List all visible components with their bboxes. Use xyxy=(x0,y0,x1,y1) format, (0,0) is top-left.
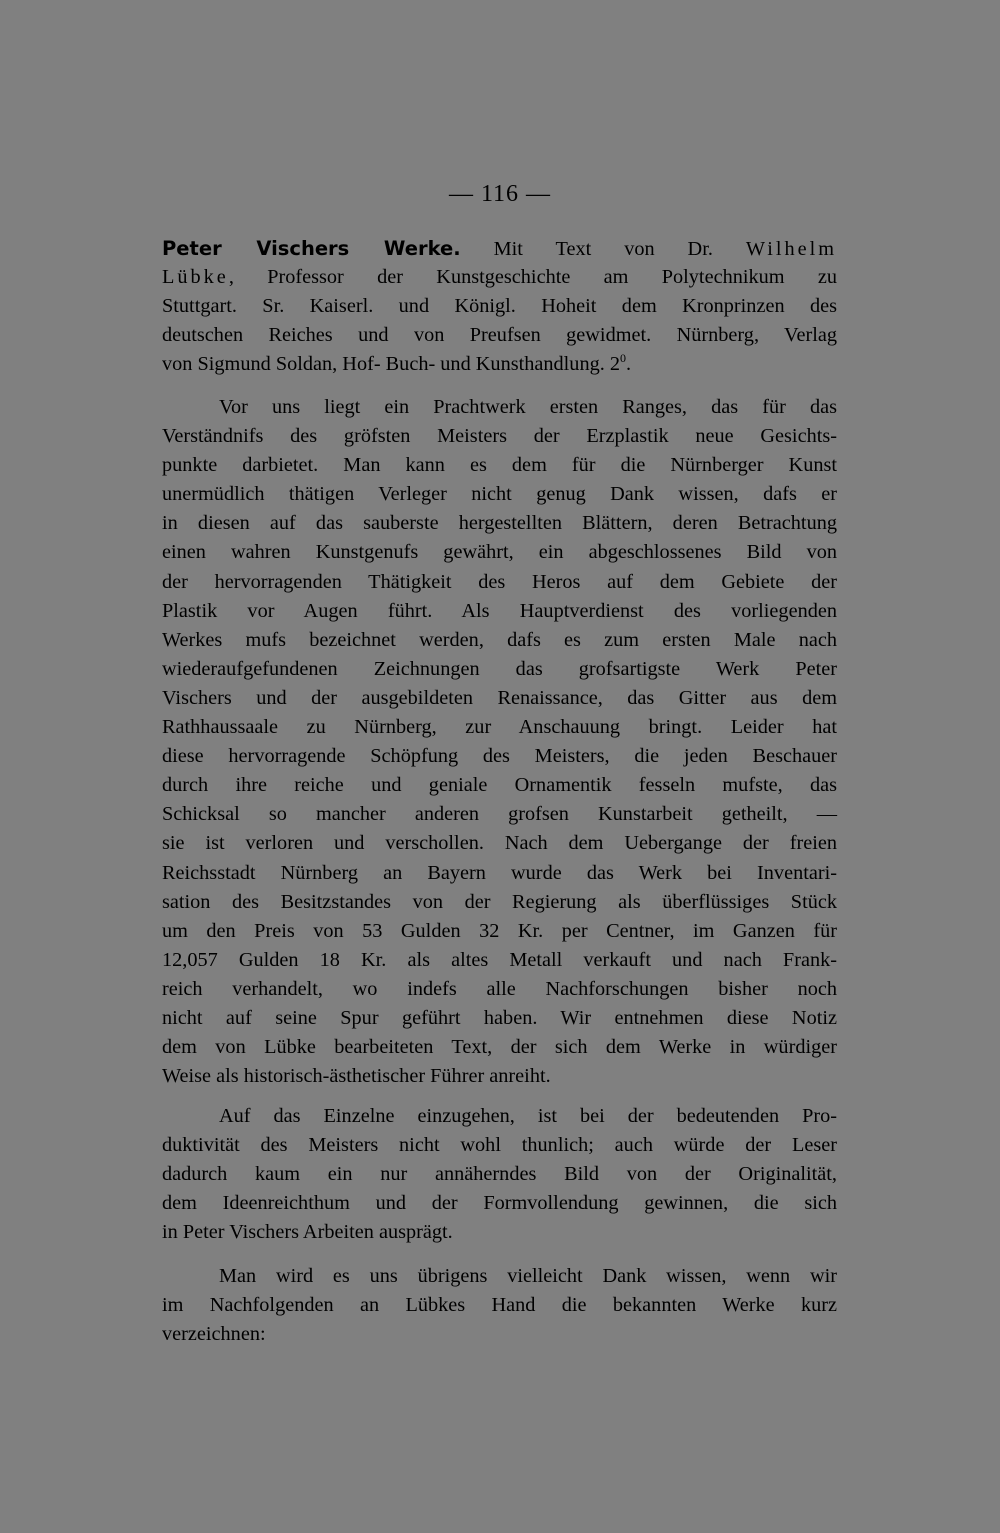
text-line: duktivität des Meisters nicht wohl thunlich; auch würde der Leser xyxy=(162,1134,837,1157)
text-line: dadurch kaum ein nur annäherndes Bild von der Originalität, xyxy=(162,1163,837,1186)
body-paragraph xyxy=(162,1262,837,1349)
text-line: deutschen Reiches und von Preufsen gewidmet. Nürnberg, Verlag xyxy=(162,324,837,347)
line-text: von Sigmund Soldan, Hof- Buch- und Kunsthandlung. 2 xyxy=(162,353,621,376)
text-line: einen wahren Kunstgenufs gewährt, ein abgeschlossenes Bild von xyxy=(162,541,837,564)
text-line: Vor uns liegt ein Prachtwerk ersten Ranges, das für das xyxy=(219,396,837,418)
text-line: Vischers und der ausgebildeten Renaissance, das Gitter aus dem xyxy=(162,686,837,709)
text-line: der hervorragenden Thätigkeit des Heros auf dem Gebiete der xyxy=(162,570,837,593)
text-line: verzeichnen: xyxy=(162,1323,266,1346)
text-line: sation des Besitzstandes von der Regierung als überflüssiges Stück xyxy=(162,890,837,913)
text-line xyxy=(162,234,837,263)
text-line: Rathhaussaale zu Nürnberg, zur Anschauung bringt. Leider hat xyxy=(162,716,837,739)
text-line: Werkes mufs bezeichnet werden, dafs es zum ersten Male nach xyxy=(162,628,837,651)
text-line xyxy=(162,263,837,292)
text-line: wiederaufgefundenen Zeichnungen das grofsartigste Werk Peter xyxy=(162,657,837,680)
text-line: 12,057 Gulden 18 Kr. als altes Metall verkauft und nach Frank- xyxy=(162,948,837,971)
body-paragraph xyxy=(162,1102,837,1247)
author-first-name: Wilhelm xyxy=(745,238,838,260)
text-line: diese hervorragende Schöpfung des Meisters, die jeden Beschauer xyxy=(162,745,837,768)
text-line: Weise als historisch-ästhetischer Führer anreiht. xyxy=(162,1065,551,1088)
line-text: Mit Text von Dr. xyxy=(493,238,746,260)
text-line: reich verhandelt, wo indefs alle Nachforschungen bisher noch xyxy=(162,977,837,1000)
text-line: Stuttgart. Sr. Kaiserl. und Königl. Hoheit dem Kronprinzen des xyxy=(162,295,837,318)
text-line: nicht auf seine Spur geführt haben. Wir entnehmen diese Notiz xyxy=(162,1006,837,1029)
text-line: sie ist verloren und verschollen. Nach dem Uebergange der freien xyxy=(162,832,837,855)
text-line: dem von Lübke bearbeiteten Text, der sich dem Werke in würdiger xyxy=(162,1036,837,1059)
line-text: , Professor der Kunstgeschichte am Polytechnikum zu xyxy=(228,266,837,289)
text-line: punkte darbietet. Man kann es dem für die Nürnberger Kunst xyxy=(162,454,837,477)
text-line: Plastik vor Augen führt. Als Hauptverdienst des vorliegenden xyxy=(162,599,837,622)
text-line: durch ihre reiche und geniale Ornamentik fesseln mufste, das xyxy=(162,774,837,797)
book-title: Peter Vischers Werke. xyxy=(162,237,461,260)
text-line: Man wird es uns übrigens vielleicht Dank wissen, wenn wir xyxy=(219,1265,837,1287)
text-line: Schicksal so mancher anderen grofsen Kunstarbeit getheilt, — xyxy=(162,803,837,826)
page-number: — 116 — xyxy=(448,181,552,207)
text-line: Reichsstadt Nürnberg an Bayern wurde das Werk bei Inventari- xyxy=(162,861,837,884)
text-line xyxy=(162,350,837,379)
bibliographic-entry xyxy=(162,234,837,379)
text-line: im Nachfolgenden an Lübkes Hand die bekannten Werke kurz xyxy=(162,1294,837,1317)
text-line: unermüdlich thätigen Verleger nicht genug Dank wissen, dafs er xyxy=(162,483,837,506)
text-line: um den Preis von 53 Gulden 32 Kr. per Centner, im Ganzen für xyxy=(162,919,837,942)
text-line: Verständnifs des gröfsten Meisters der Erzplastik neue Gesichts- xyxy=(162,425,837,448)
text-line: Auf das Einzelne einzugehen, ist bei der bedeutenden Pro- xyxy=(219,1105,837,1127)
review-paragraph xyxy=(162,393,837,1091)
author-last-name: Lübke xyxy=(162,266,229,289)
text-line: in Peter Vischers Arbeiten ausprägt. xyxy=(162,1221,453,1244)
text-line: in diesen auf das sauberste hergestellten Blättern, deren Betrachtung xyxy=(162,512,837,535)
format-superscript: 0 xyxy=(620,351,627,366)
line-text: . xyxy=(626,353,632,376)
text-line: dem Ideenreichthum und der Formvollendung gewinnen, die sich xyxy=(162,1192,837,1215)
